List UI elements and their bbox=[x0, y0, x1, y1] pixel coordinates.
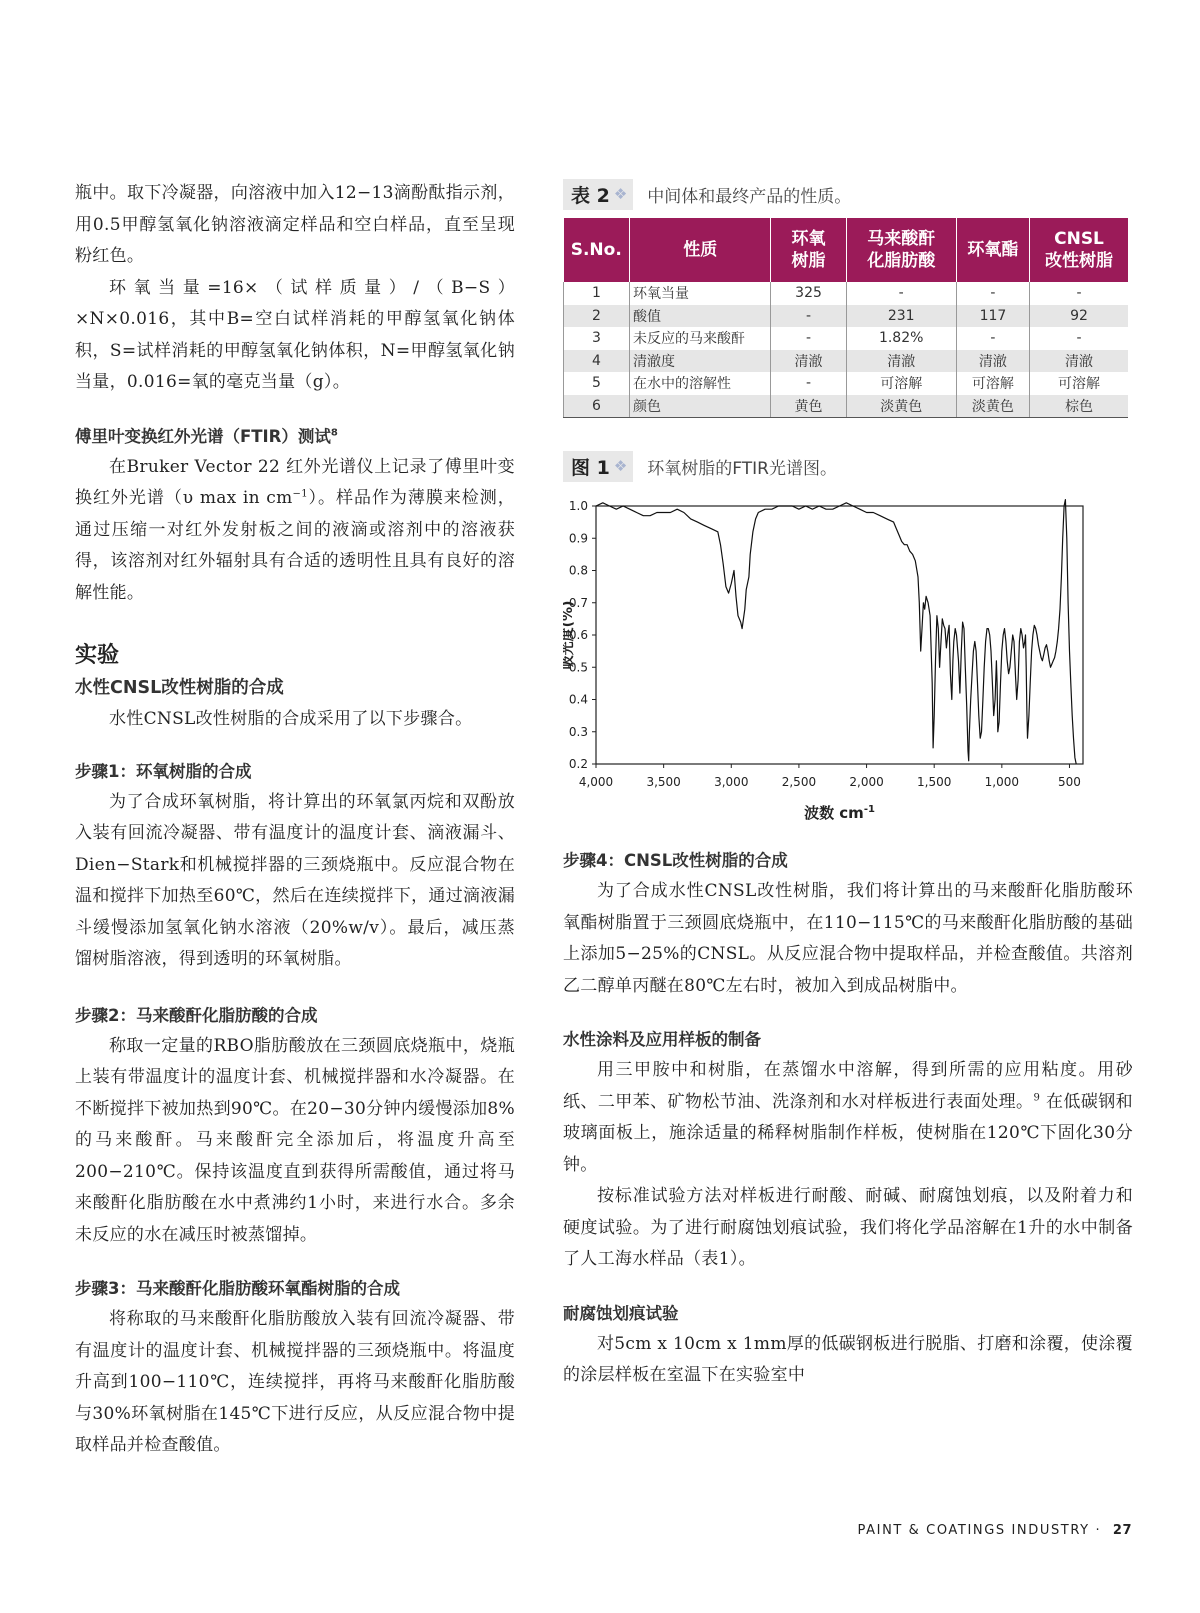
y-tick-label: 0.9 bbox=[568, 531, 588, 546]
x-tick-label: 4,000 bbox=[578, 775, 614, 789]
x-tick-label: 1,500 bbox=[917, 775, 952, 789]
heading-step4: 步骤4：CNSL改性树脂的合成 bbox=[563, 851, 788, 870]
table-cell: 1 bbox=[564, 282, 630, 305]
table-cell: - bbox=[1030, 282, 1128, 305]
footer-separator: · bbox=[1095, 1523, 1102, 1538]
table-cell: 5 bbox=[564, 372, 630, 395]
heading-coating: 水性涂料及应用样板的制备 bbox=[563, 1030, 761, 1049]
heading-synthesis: 水性CNSL改性树脂的合成 bbox=[75, 678, 284, 698]
table-cell: 92 bbox=[1030, 305, 1128, 328]
heading-ftir bbox=[75, 421, 515, 452]
table-header-cell: 环氧酯 bbox=[956, 218, 1029, 282]
ftir-chart-svg bbox=[563, 486, 1128, 831]
table-cell: 3 bbox=[564, 327, 630, 350]
x-tick-label: 2,500 bbox=[781, 775, 817, 789]
table-cell: 可溶解 bbox=[956, 372, 1029, 395]
ref-8: 8 bbox=[330, 427, 338, 438]
paragraph-step4: 为了合成水性CNSL改性树脂，我们将计算出的马来酸酐化脂肪酸环氧酯树脂置于三颈圆底烧瓶中，在110−115℃的马来酸酐化脂肪酸的基础上添加5−25%的CNSL。从反应混合物中提取样品，并检查酸值。共溶剂乙二醇单丙醚在80℃左右时，被加入到成品树脂中。 bbox=[563, 881, 1133, 996]
y-axis-label: 吸光度(%) bbox=[563, 600, 576, 670]
ftir-chart bbox=[563, 486, 1128, 831]
table-cell: 清澈 bbox=[1030, 350, 1128, 373]
table-cell: 黄色 bbox=[771, 395, 846, 418]
heading-corrosion: 耐腐蚀划痕试验 bbox=[563, 1303, 679, 1323]
y-tick-label: 0.7 bbox=[568, 595, 588, 610]
figure-label-box bbox=[563, 451, 633, 482]
right-column bbox=[563, 178, 1133, 1392]
table-row bbox=[564, 305, 1129, 328]
paragraph-step3: 将称取的马来酸酐化脂肪酸放入装有回流冷凝器、带有温度计的温度计套、机械搅拌器的三颈烧瓶中。将温度升高到100−110℃，连续搅拌，再将马来酸酐化脂肪酸与30%环氧树脂在145℃下进行反应，从反应混合物中提取样品并检查酸值。 bbox=[75, 1309, 515, 1455]
x-tick-label: 1,000 bbox=[984, 775, 1020, 789]
y-tick-label: 0.6 bbox=[568, 628, 588, 642]
paragraph-coating-1 bbox=[563, 1055, 1133, 1181]
left-column bbox=[75, 178, 515, 1462]
page-footer bbox=[858, 1523, 1132, 1538]
table-cell: 231 bbox=[846, 305, 956, 328]
table-cell: 清澈 bbox=[956, 350, 1029, 373]
table-body bbox=[564, 282, 1129, 418]
table-row bbox=[564, 372, 1129, 395]
table-cell: 未反应的马来酸酐 bbox=[630, 327, 771, 350]
table-header-cell: 性质 bbox=[630, 218, 771, 282]
table-cell: 颜色 bbox=[630, 395, 771, 418]
table-header-cell: 马来酸酐 化脂肪酸 bbox=[846, 218, 956, 282]
table-cell: 4 bbox=[564, 350, 630, 373]
y-tick-label: 0.2 bbox=[568, 757, 588, 771]
table-caption-text: 中间体和最终产品的性质。 bbox=[647, 186, 852, 207]
page-number: 27 bbox=[1112, 1523, 1132, 1538]
coating-text-b: 在低碳钢和玻璃面板上，施涂适量的稀释树脂制作样板，使树脂在120℃下固化30分钟。 bbox=[563, 1091, 1133, 1175]
x-tick-label: 3,000 bbox=[714, 775, 749, 789]
paragraph-step1: 为了合成环氧树脂，将计算出的环氧氯丙烷和双酚放入装有回流冷凝器、带有温度计的温度计套、滴液漏斗、Dien−Stark和机械搅拌器的三颈烧瓶中。反应混合物在温和搅拌下加热至60℃，然后在连续搅拌下，通过滴液漏斗缓慢添加氢氧化钠水溶液（20%w/v）。最后，减压蒸馏树脂溶液，得到透明的环氧树脂。 bbox=[75, 791, 515, 969]
table-row bbox=[564, 327, 1129, 350]
table-cell: - bbox=[771, 305, 846, 328]
x-tick-label: 500 bbox=[1058, 775, 1081, 789]
table-cell: - bbox=[1030, 327, 1128, 350]
x-axis-label: 波数 $cm^{-1}$ bbox=[804, 804, 875, 822]
paragraph-corrosion: 对5cm x 10cm x 1mm厚的低碳钢板进行脱脂、打磨和涂覆，使涂覆的涂层样板在室温下在实验室中 bbox=[563, 1333, 1133, 1385]
table-cell: 可溶解 bbox=[846, 372, 956, 395]
heading-step1: 步骤1：环氧树脂的合成 bbox=[75, 761, 252, 781]
table-label: 表 2 bbox=[571, 184, 610, 207]
paragraph-coating-2: 按标准试验方法对样板进行耐酸、耐碱、耐腐蚀划痕，以及附着力和硬度试验。为了进行耐腐蚀划痕试验，我们将化学品溶解在1升的水中制备了人工海水样品（表1）。 bbox=[563, 1186, 1133, 1269]
table-cell: - bbox=[771, 327, 846, 350]
heading-step3: 步骤3：马来酸酐化脂肪酸环氧酯树脂的合成 bbox=[75, 1279, 400, 1298]
diamond-icon: ❖ bbox=[613, 457, 628, 475]
paragraph-epoxy-equivalent: 环氧当量=16×（试样质量）/（B−S）×N×0.016，其中B=空白试样消耗的甲醇氢氧化钠体积，S=试样消耗的甲醇氢氧化钠体积，N=甲醇氢氧化钠当量，0.016=氧的毫克当量（g）。 bbox=[75, 277, 515, 392]
figure-label: 图 1 bbox=[571, 456, 610, 479]
table-cell: 棕色 bbox=[1030, 395, 1128, 418]
y-tick-label: 0.4 bbox=[568, 692, 588, 707]
table-cell: 清澈 bbox=[846, 350, 956, 373]
y-tick-label: 0.3 bbox=[568, 724, 588, 739]
table-row bbox=[564, 395, 1129, 418]
x-tick-label: 2,000 bbox=[849, 775, 884, 789]
table-cell: 清澈度 bbox=[630, 350, 771, 373]
paragraph-synthesis: 水性CNSL改性树脂的合成采用了以下步骤合。 bbox=[109, 709, 473, 729]
spectrum-line bbox=[596, 500, 1076, 764]
table-row bbox=[564, 350, 1129, 373]
figure-caption-text: 环氧树脂的FTIR光谱图。 bbox=[647, 458, 837, 479]
table-cell: 淡黄色 bbox=[846, 395, 956, 418]
ftir-unit-sup: −1 bbox=[292, 488, 308, 500]
table-cell: 325 bbox=[771, 282, 846, 305]
table-header-cell: S.No. bbox=[564, 218, 630, 282]
x-axis-label-sup: -1 bbox=[863, 804, 875, 815]
table-label-box bbox=[563, 179, 633, 210]
table-cell: - bbox=[846, 282, 956, 305]
table-cell: - bbox=[956, 327, 1029, 350]
plot-frame bbox=[596, 506, 1083, 764]
table-header-cell: 环氧 树脂 bbox=[771, 218, 846, 282]
heading-ftir-text: 傅里叶变换红外光谱（FTIR）测试 bbox=[75, 426, 331, 446]
table-cell: 6 bbox=[564, 395, 630, 418]
ftir-text-a: 在Bruker Vector 22 红外光谱仪上记录了傅里叶变换红外光谱（υ max in cm bbox=[75, 456, 515, 508]
ftir-text-b: ）。样品作为薄膜来检测，通过压缩一对红外发射板之间的液滴或溶剂中的溶液获得，该溶剂对红外辐射具有合适的透明性且具有良好的溶解性能。 bbox=[75, 488, 515, 603]
table-cell: 酸值 bbox=[630, 305, 771, 328]
properties-table bbox=[563, 218, 1128, 418]
table-row bbox=[564, 282, 1129, 305]
y-tick-label: 0.5 bbox=[568, 660, 588, 675]
table-cell: 清澈 bbox=[771, 350, 846, 373]
diamond-icon: ❖ bbox=[613, 185, 628, 203]
table-cell: - bbox=[771, 372, 846, 395]
y-tick-label: 1.0 bbox=[568, 499, 588, 513]
heading-step2: 步骤2：马来酸酐化脂肪酸的合成 bbox=[75, 1005, 318, 1025]
table-cell: 1.82% bbox=[846, 327, 956, 350]
ref-9: 9 bbox=[1033, 1091, 1041, 1103]
table-cell: 117 bbox=[956, 305, 1029, 328]
heading-experiment: 实验 bbox=[75, 643, 120, 668]
y-tick-label: 0.8 bbox=[568, 563, 588, 578]
journal-name: PAINT & COATINGS INDUSTRY bbox=[857, 1523, 1090, 1538]
paragraph-step2: 称取一定量的RBO脂肪酸放在三颈圆底烧瓶中，烧瓶上装有带温度计的温度计套、机械搅拌器和水冷凝器。在不断搅拌下被加热到90℃。在20−30分钟内缓慢添加8%的马来酸酐。马来酸酐完全添加后，将温度升高至200−210℃。保持该温度直到获得所需酸值，通过将马来酸酐化脂肪酸在水中煮沸约1小时，来进行水合。多余未反应的水在减压时被蒸馏掉。 bbox=[75, 1035, 515, 1245]
figure-caption bbox=[563, 450, 1133, 482]
table-cell: 淡黄色 bbox=[956, 395, 1029, 418]
table-cell: 环氧当量 bbox=[630, 282, 771, 305]
coating-text-a: 用三甲胺中和树脂，在蒸馏水中溶解，得到所需的应用粘度。用砂纸、二甲苯、矿物松节油、洗涤剂和水对样板进行表面处理。 bbox=[563, 1060, 1133, 1112]
table-cell: - bbox=[956, 282, 1029, 305]
paragraph-ftir bbox=[75, 452, 515, 610]
table-header-row bbox=[564, 218, 1129, 282]
paragraph-titration: 瓶中。取下冷凝器，向溶液中加入12−13滴酚酞指示剂，用0.5甲醇氢氧化钠溶液滴定样品和空白样品，直至呈现粉红色。 bbox=[75, 183, 515, 266]
x-tick-label: 3,500 bbox=[646, 775, 681, 789]
table-cell: 可溶解 bbox=[1030, 372, 1128, 395]
table-cell: 在水中的溶解性 bbox=[630, 372, 771, 395]
table-cell: 2 bbox=[564, 305, 630, 328]
table-header-cell: CNSL 改性树脂 bbox=[1030, 218, 1128, 282]
table-caption bbox=[563, 178, 1133, 210]
